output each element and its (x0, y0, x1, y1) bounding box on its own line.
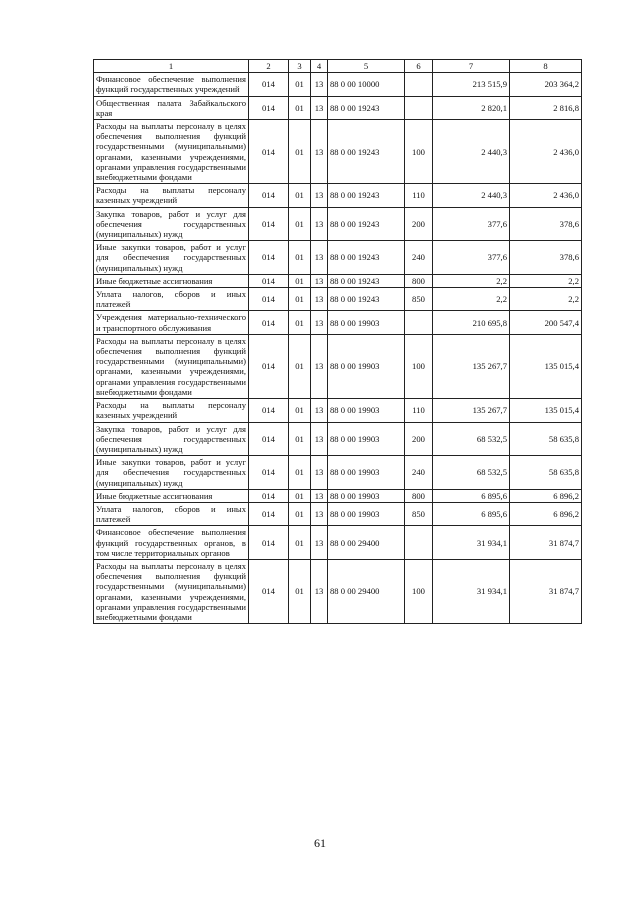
row-sum2-cell: 2,2 (510, 274, 582, 287)
row-vr-cell: 850 (405, 288, 433, 311)
row-vr-cell: 110 (405, 399, 433, 422)
row-sum1-cell: 377,6 (433, 241, 510, 275)
table-row (94, 96, 582, 119)
table-row (94, 502, 582, 525)
row-csr-cell: 88 0 00 19243 (328, 96, 405, 119)
row-vr-cell (405, 526, 433, 560)
table-body (94, 73, 582, 624)
row-pr-cell: 13 (311, 311, 328, 334)
row-ved-cell: 014 (249, 96, 289, 119)
row-sum2-cell: 203 364,2 (510, 73, 582, 96)
row-csr-cell: 88 0 00 19243 (328, 207, 405, 241)
row-sum1-cell: 2,2 (433, 288, 510, 311)
row-pr-cell: 13 (311, 288, 328, 311)
column-header: 4 (311, 60, 328, 73)
row-pr-cell: 13 (311, 559, 328, 623)
row-ved-cell: 014 (249, 502, 289, 525)
row-ved-cell: 014 (249, 73, 289, 96)
row-rz-cell: 01 (289, 184, 311, 207)
row-sum2-cell: 31 874,7 (510, 559, 582, 623)
row-vr-cell: 200 (405, 207, 433, 241)
row-sum1-cell: 2 820,1 (433, 96, 510, 119)
row-ved-cell: 014 (249, 489, 289, 502)
table-row (94, 456, 582, 490)
row-sum2-cell: 58 635,8 (510, 422, 582, 456)
row-pr-cell: 13 (311, 456, 328, 490)
row-vr-cell (405, 311, 433, 334)
table-row (94, 422, 582, 456)
row-ved-cell: 014 (249, 184, 289, 207)
table-row (94, 241, 582, 275)
row-rz-cell: 01 (289, 526, 311, 560)
row-pr-cell: 13 (311, 73, 328, 96)
table-row (94, 288, 582, 311)
row-pr-cell: 13 (311, 422, 328, 456)
row-ved-cell: 014 (249, 120, 289, 184)
row-name-cell: Расходы на выплаты персоналу в целях обеспечения выполнения функций государственными (муниципальными) органами, казенными учреждениями, органами управления государственными внебюджетными фондами (94, 334, 249, 398)
row-ved-cell: 014 (249, 311, 289, 334)
table-row (94, 489, 582, 502)
row-name-cell: Расходы на выплаты персоналу казенных учреждений (94, 184, 249, 207)
row-rz-cell: 01 (289, 489, 311, 502)
table-row (94, 526, 582, 560)
row-sum2-cell: 6 896,2 (510, 489, 582, 502)
row-csr-cell: 88 0 00 19903 (328, 422, 405, 456)
row-vr-cell: 800 (405, 489, 433, 502)
row-name-cell: Уплата налогов, сборов и иных платежей (94, 288, 249, 311)
row-name-cell: Расходы на выплаты персоналу казенных учреждений (94, 399, 249, 422)
row-pr-cell: 13 (311, 334, 328, 398)
row-name-cell: Закупка товаров, работ и услуг для обеспечения государственных (муниципальных) нужд (94, 207, 249, 241)
row-name-cell: Общественная палата Забайкальского края (94, 96, 249, 119)
row-sum1-cell: 377,6 (433, 207, 510, 241)
row-name-cell: Расходы на выплаты персоналу в целях обеспечения выполнения функций государственными (муниципальными) органами, казенными учреждениями, органами управления государственными внебюджетными фондами (94, 559, 249, 623)
row-name-cell: Иные закупки товаров, работ и услуг для обеспечения государственных (муниципальных) нужд (94, 241, 249, 275)
row-ved-cell: 014 (249, 274, 289, 287)
row-pr-cell: 13 (311, 489, 328, 502)
column-header: 5 (328, 60, 405, 73)
row-pr-cell: 13 (311, 241, 328, 275)
row-name-cell: Закупка товаров, работ и услуг для обеспечения государственных (муниципальных) нужд (94, 422, 249, 456)
row-pr-cell: 13 (311, 502, 328, 525)
row-sum2-cell: 2 816,8 (510, 96, 582, 119)
row-sum2-cell: 2,2 (510, 288, 582, 311)
row-name-cell: Уплата налогов, сборов и иных платежей (94, 502, 249, 525)
row-sum1-cell: 2 440,3 (433, 120, 510, 184)
row-csr-cell: 88 0 00 29400 (328, 526, 405, 560)
row-pr-cell: 13 (311, 184, 328, 207)
table-row (94, 274, 582, 287)
row-sum2-cell: 6 896,2 (510, 502, 582, 525)
column-header: 2 (249, 60, 289, 73)
table-row (94, 184, 582, 207)
row-sum1-cell: 2 440,3 (433, 184, 510, 207)
row-name-cell: Финансовое обеспечение выполнения функций государственных органов, в том числе территориальных органов (94, 526, 249, 560)
column-header: 8 (510, 60, 582, 73)
row-csr-cell: 88 0 00 19243 (328, 120, 405, 184)
row-name-cell: Финансовое обеспечение выполнения функций государственных учреждений (94, 73, 249, 96)
row-rz-cell: 01 (289, 288, 311, 311)
row-vr-cell (405, 73, 433, 96)
row-csr-cell: 88 0 00 19903 (328, 489, 405, 502)
row-sum2-cell: 135 015,4 (510, 399, 582, 422)
row-rz-cell: 01 (289, 311, 311, 334)
table-header-row (94, 60, 582, 73)
row-rz-cell: 01 (289, 207, 311, 241)
row-sum1-cell: 68 532,5 (433, 456, 510, 490)
row-sum1-cell: 210 695,8 (433, 311, 510, 334)
row-vr-cell: 800 (405, 274, 433, 287)
row-ved-cell: 014 (249, 422, 289, 456)
row-pr-cell: 13 (311, 274, 328, 287)
row-vr-cell: 200 (405, 422, 433, 456)
row-sum1-cell: 213 515,9 (433, 73, 510, 96)
table-row (94, 73, 582, 96)
row-csr-cell: 88 0 00 19903 (328, 502, 405, 525)
row-ved-cell: 014 (249, 288, 289, 311)
row-ved-cell: 014 (249, 559, 289, 623)
row-ved-cell: 014 (249, 207, 289, 241)
row-csr-cell: 88 0 00 19903 (328, 334, 405, 398)
row-vr-cell: 100 (405, 120, 433, 184)
row-rz-cell: 01 (289, 456, 311, 490)
row-name-cell: Учреждения материально-технического и транспортного обслуживания (94, 311, 249, 334)
row-pr-cell: 13 (311, 120, 328, 184)
row-csr-cell: 88 0 00 19243 (328, 241, 405, 275)
table-row (94, 399, 582, 422)
row-csr-cell: 88 0 00 19243 (328, 288, 405, 311)
row-pr-cell: 13 (311, 207, 328, 241)
row-vr-cell: 240 (405, 456, 433, 490)
row-sum2-cell: 58 635,8 (510, 456, 582, 490)
row-pr-cell: 13 (311, 526, 328, 560)
row-csr-cell: 88 0 00 19903 (328, 456, 405, 490)
row-vr-cell: 850 (405, 502, 433, 525)
row-vr-cell (405, 96, 433, 119)
column-header: 6 (405, 60, 433, 73)
row-sum1-cell: 6 895,6 (433, 502, 510, 525)
row-rz-cell: 01 (289, 96, 311, 119)
row-rz-cell: 01 (289, 502, 311, 525)
row-csr-cell: 88 0 00 19903 (328, 399, 405, 422)
row-ved-cell: 014 (249, 241, 289, 275)
column-header: 7 (433, 60, 510, 73)
row-rz-cell: 01 (289, 559, 311, 623)
row-sum2-cell: 200 547,4 (510, 311, 582, 334)
row-csr-cell: 88 0 00 29400 (328, 559, 405, 623)
row-sum1-cell: 31 934,1 (433, 526, 510, 560)
row-name-cell: Иные закупки товаров, работ и услуг для обеспечения государственных (муниципальных) нужд (94, 456, 249, 490)
row-sum1-cell: 135 267,7 (433, 399, 510, 422)
row-rz-cell: 01 (289, 274, 311, 287)
row-csr-cell: 88 0 00 19243 (328, 274, 405, 287)
row-sum2-cell: 31 874,7 (510, 526, 582, 560)
budget-table (93, 59, 582, 624)
page-number: 61 (314, 836, 326, 850)
row-vr-cell: 100 (405, 334, 433, 398)
table-row (94, 334, 582, 398)
row-sum1-cell: 31 934,1 (433, 559, 510, 623)
column-header: 3 (289, 60, 311, 73)
row-sum2-cell: 378,6 (510, 241, 582, 275)
row-name-cell: Расходы на выплаты персоналу в целях обеспечения выполнения функций государственными (муниципальными) органами, казенными учреждениями, органами управления государственными внебюджетными фондами (94, 120, 249, 184)
row-pr-cell: 13 (311, 399, 328, 422)
row-sum2-cell: 378,6 (510, 207, 582, 241)
row-csr-cell: 88 0 00 19903 (328, 311, 405, 334)
row-pr-cell: 13 (311, 96, 328, 119)
row-ved-cell: 014 (249, 334, 289, 398)
row-sum2-cell: 2 436,0 (510, 120, 582, 184)
row-rz-cell: 01 (289, 422, 311, 456)
row-vr-cell: 100 (405, 559, 433, 623)
table-row (94, 207, 582, 241)
row-rz-cell: 01 (289, 399, 311, 422)
row-sum2-cell: 135 015,4 (510, 334, 582, 398)
row-name-cell: Иные бюджетные ассигнования (94, 489, 249, 502)
row-csr-cell: 88 0 00 19243 (328, 184, 405, 207)
row-sum1-cell: 2,2 (433, 274, 510, 287)
table-row (94, 120, 582, 184)
row-sum2-cell: 2 436,0 (510, 184, 582, 207)
row-vr-cell: 240 (405, 241, 433, 275)
row-ved-cell: 014 (249, 526, 289, 560)
column-header: 1 (94, 60, 249, 73)
row-sum1-cell: 135 267,7 (433, 334, 510, 398)
row-rz-cell: 01 (289, 73, 311, 96)
table-row (94, 559, 582, 623)
row-sum1-cell: 68 532,5 (433, 422, 510, 456)
row-rz-cell: 01 (289, 241, 311, 275)
row-vr-cell: 110 (405, 184, 433, 207)
row-name-cell: Иные бюджетные ассигнования (94, 274, 249, 287)
row-sum1-cell: 6 895,6 (433, 489, 510, 502)
row-rz-cell: 01 (289, 120, 311, 184)
row-csr-cell: 88 0 00 10000 (328, 73, 405, 96)
row-rz-cell: 01 (289, 334, 311, 398)
row-ved-cell: 014 (249, 399, 289, 422)
row-ved-cell: 014 (249, 456, 289, 490)
table-row (94, 311, 582, 334)
